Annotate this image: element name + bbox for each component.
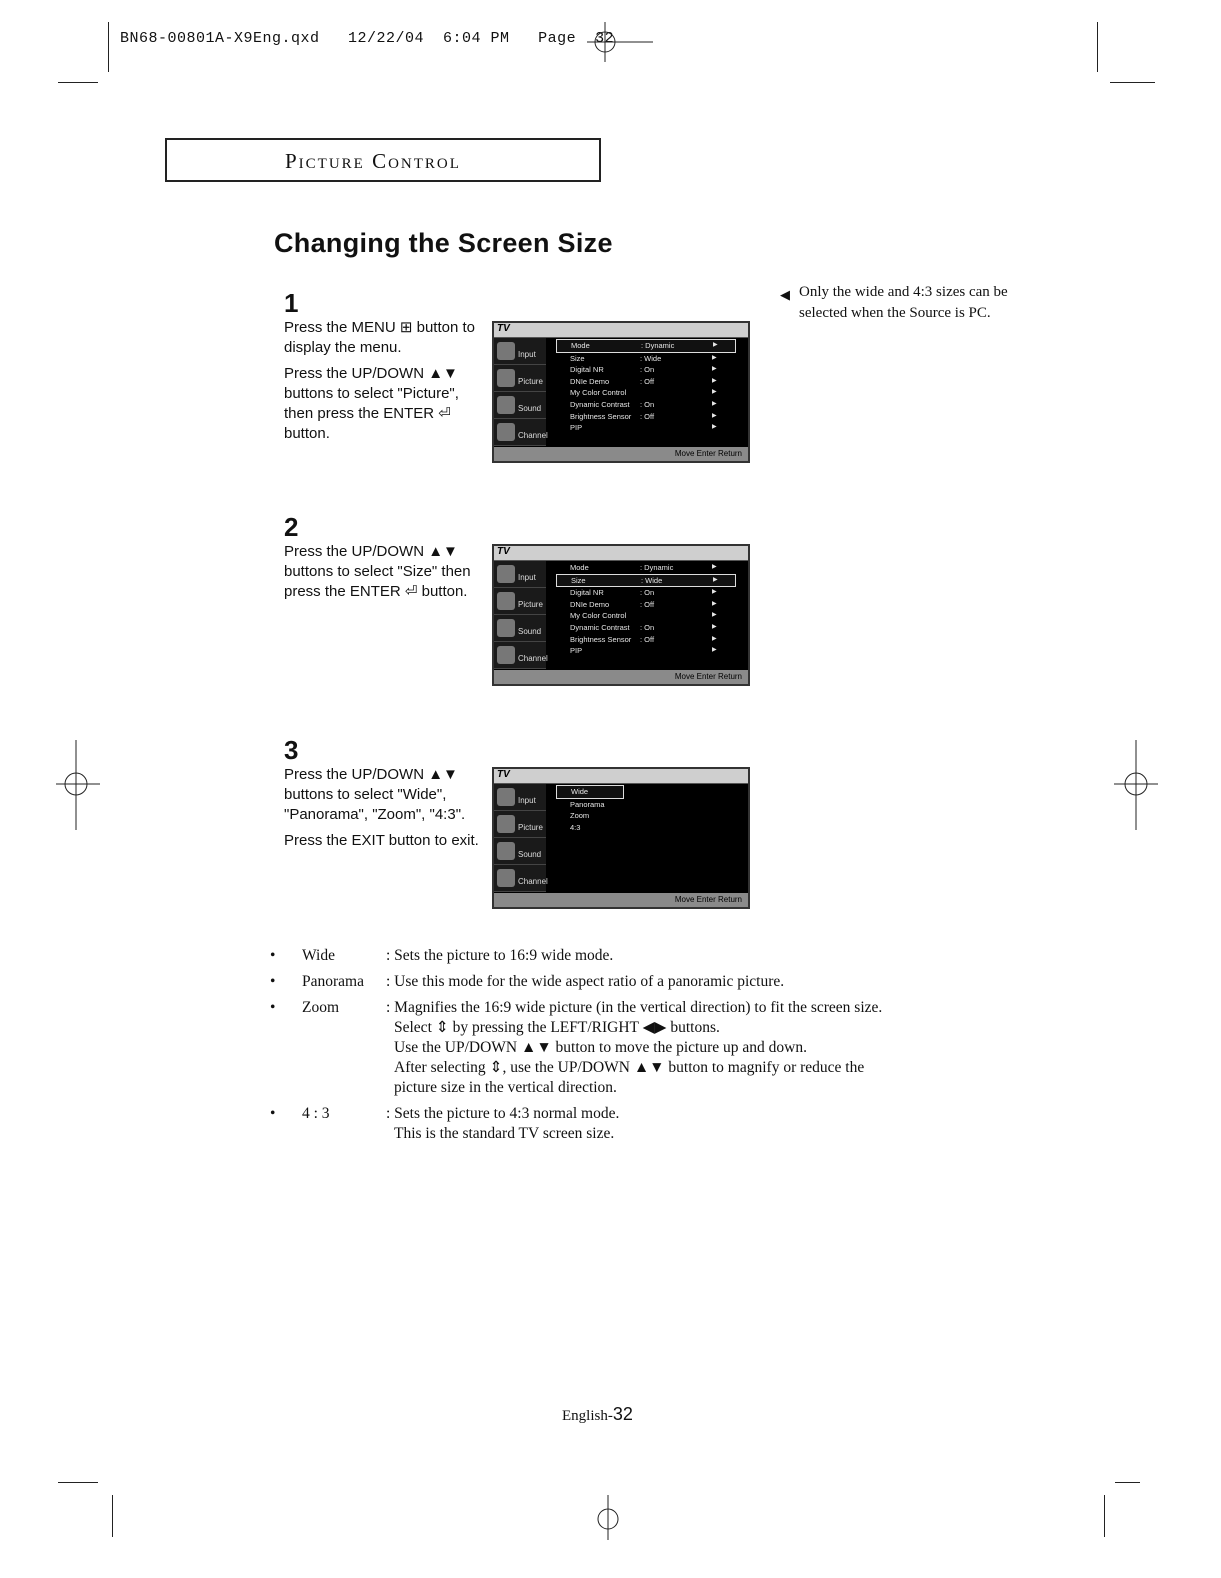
definition-line: picture size in the vertical direction.: [394, 1079, 617, 1096]
definition-item: [270, 1104, 970, 1144]
osd-menu-item: [556, 387, 736, 399]
arrow-right-icon: ▶: [713, 342, 718, 348]
osd-menu-item: Wide: [556, 785, 624, 799]
page-title: Changing the Screen Size: [274, 228, 613, 258]
osd-value: : On: [640, 588, 655, 598]
osd-menu-item: [556, 622, 736, 634]
osd-menu-item: Panorama: [570, 799, 605, 809]
definition-line: This is the standard TV screen size.: [394, 1125, 615, 1142]
osd-sidebar: [494, 561, 546, 669]
definition-term: 4 : 3: [302, 1105, 330, 1122]
definition-line: : Use this mode for the wide aspect ratio of a panoramic picture.: [386, 973, 785, 990]
arrow-right-icon: ▶: [712, 623, 717, 630]
osd-side-item: Sound: [494, 615, 546, 642]
osd-menu-item: [556, 339, 736, 353]
osd-label: Dynamic Contrast: [570, 622, 630, 632]
osd-side-item: Input: [494, 338, 546, 365]
crop-mark: [108, 22, 109, 72]
step-instructions: [284, 318, 484, 450]
crop-mark: [1110, 82, 1155, 83]
registration-mark-icon: [585, 22, 655, 62]
step-paragraph: Press the EXIT button to exit.: [284, 832, 479, 849]
osd-menu-item: [556, 399, 736, 411]
osd-side-item: Channel: [494, 642, 546, 669]
osd-side-item: Picture: [494, 365, 546, 392]
osd-side-item: Sound: [494, 392, 546, 419]
osd-label: Dynamic Contrast: [570, 399, 630, 409]
osd-help-bar: Move Enter Return: [494, 447, 748, 461]
arrow-right-icon: ▶: [712, 424, 717, 431]
step-paragraph: Press the UP/DOWN ▲▼ buttons to select "Size" then press the ENTER ⏎ button.: [284, 543, 471, 600]
bullet-icon: •: [270, 973, 276, 990]
arrow-right-icon: ▶: [712, 377, 717, 384]
osd-help-bar: Move Enter Return: [494, 670, 748, 684]
page-number: 32: [612, 1404, 633, 1424]
bullet-icon: •: [270, 947, 276, 964]
arrow-right-icon: ▶: [712, 635, 717, 642]
page-footer: [562, 1404, 633, 1425]
osd-value: : Wide: [640, 353, 662, 363]
bullet-icon: •: [270, 999, 276, 1016]
step-paragraph: Press the MENU ⊞ button to display the menu.: [284, 319, 475, 356]
definition-term: Panorama: [302, 973, 364, 990]
osd-screenshot: [492, 544, 750, 686]
tip-note: [780, 282, 1010, 324]
step-number: 2: [284, 512, 299, 542]
osd-label: DNIe Demo: [570, 376, 610, 386]
arrow-right-icon: ▶: [712, 600, 717, 607]
arrow-right-icon: ▶: [712, 366, 717, 373]
size-definitions: [270, 946, 970, 1150]
arrow-right-icon: ▶: [712, 589, 717, 596]
arrow-right-icon: ▶: [712, 647, 717, 654]
definition-line: : Magnifies the 16:9 wide picture (in the vertical direction) to fit the screen size.: [386, 999, 883, 1016]
osd-label: DNIe Demo: [570, 599, 610, 609]
osd-label: My Color Control: [570, 388, 627, 398]
osd-sidebar: [494, 784, 546, 892]
step-instructions: [284, 765, 484, 857]
osd-title-bar: [494, 323, 748, 338]
osd-sidebar: [494, 338, 546, 446]
osd-side-item: Input: [494, 784, 546, 811]
osd-value: : Wide: [641, 575, 663, 585]
osd-side-item: Picture: [494, 811, 546, 838]
arrow-right-icon: ▶: [713, 576, 718, 583]
arrow-right-icon: ▶: [712, 412, 717, 419]
osd-menu-item: [556, 645, 736, 657]
osd-menu-item: [556, 610, 736, 622]
definition-desc: [386, 998, 970, 1098]
osd-label: Mode: [571, 341, 590, 350]
osd-label: Digital NR: [570, 588, 604, 598]
osd-label: Size: [570, 353, 585, 363]
osd-menu: [556, 785, 636, 833]
osd-value: : Dynamic: [641, 341, 675, 350]
osd-value: : Off: [640, 634, 655, 644]
osd-value: : Off: [640, 376, 655, 386]
osd-label: Mode: [570, 563, 589, 572]
osd-value: : Dynamic: [640, 563, 674, 572]
step-paragraph: Press the UP/DOWN ▲▼ buttons to select "Picture", then press the ENTER ⏎ button.: [284, 365, 459, 442]
definition-line: : Sets the picture to 16:9 wide mode.: [386, 947, 614, 964]
osd-label: My Color Control: [570, 611, 627, 621]
osd-value: : On: [640, 622, 655, 632]
definition-line: Select ⇕ by pressing the LEFT/RIGHT ◀▶ buttons.: [394, 1019, 720, 1036]
osd-value: : Off: [640, 599, 655, 609]
osd-menu-item: [556, 599, 736, 611]
tip-text: Only the wide and 4:3 sizes can be selected when the Source is PC.: [799, 284, 1008, 321]
section-header: [165, 138, 601, 182]
osd-brand: TV: [497, 546, 510, 557]
osd-title-bar: [494, 546, 748, 561]
osd-screenshot: [492, 767, 750, 909]
section-title: Picture Control: [285, 149, 461, 173]
crop-mark: [58, 1482, 98, 1483]
definition-desc: [386, 1104, 970, 1144]
osd-screenshot: [492, 321, 750, 463]
osd-label: PIP: [570, 646, 583, 656]
osd-value: : On: [640, 399, 655, 409]
footer-language: English-: [562, 1408, 613, 1424]
osd-label: Brightness Sensor: [570, 634, 632, 644]
osd-menu-item: [556, 587, 736, 599]
osd-menu-item: [556, 634, 736, 646]
osd-side-item: Picture: [494, 588, 546, 615]
osd-menu-item: [556, 411, 736, 423]
registration-mark-icon: [54, 740, 104, 830]
osd-label: Brightness Sensor: [570, 411, 632, 421]
arrow-right-icon: ▶: [712, 612, 717, 619]
arrow-right-icon: ▶: [712, 354, 717, 361]
osd-menu-item: [556, 376, 736, 388]
osd-side-item: Input: [494, 561, 546, 588]
step-number: 1: [284, 288, 299, 318]
print-slug: BN68-00801A-X9Eng.qxd 12/22/04 6:04 PM Page 32: [120, 30, 615, 47]
osd-menu-item: [556, 562, 736, 574]
bullet-icon: •: [270, 1105, 276, 1122]
osd-value: : On: [640, 365, 655, 375]
osd-label: Digital NR: [570, 365, 604, 375]
osd-menu: [556, 339, 736, 434]
osd-menu-item: [556, 364, 736, 376]
crop-mark: [112, 1495, 113, 1537]
step-instructions: [284, 542, 484, 608]
definition-term: Wide: [302, 947, 335, 964]
definition-line: Use the UP/DOWN ▲▼ button to move the picture up and down.: [394, 1039, 807, 1056]
osd-menu-item: Zoom: [570, 811, 590, 821]
osd-brand: TV: [497, 323, 510, 334]
osd-side-item: Channel: [494, 865, 546, 892]
definition-line: After selecting ⇕, use the UP/DOWN ▲▼ button to magnify or reduce the: [394, 1059, 865, 1076]
osd-menu-item: [556, 574, 736, 588]
definition-desc: [386, 946, 970, 966]
crop-mark: [1097, 22, 1098, 72]
osd-help-bar: Move Enter Return: [494, 893, 748, 907]
crop-mark: [58, 82, 98, 83]
osd-menu: [556, 562, 736, 657]
definition-desc: [386, 972, 970, 992]
step-paragraph: Press the UP/DOWN ▲▼ buttons to select "Wide", "Panorama", "Zoom", "4:3".: [284, 766, 466, 823]
osd-menu-item: [556, 353, 736, 365]
osd-side-item: Sound: [494, 838, 546, 865]
osd-label: Size: [571, 575, 586, 585]
crop-mark: [1104, 1495, 1105, 1537]
definition-term: Zoom: [302, 999, 340, 1016]
registration-mark-icon: [1112, 740, 1162, 830]
arrow-right-icon: ▶: [712, 564, 717, 570]
osd-menu-item: [556, 422, 736, 434]
registration-mark-icon: [592, 1495, 632, 1540]
osd-label: PIP: [570, 423, 583, 433]
osd-menu-item: 4:3: [570, 822, 581, 832]
step-number: 3: [284, 735, 299, 765]
triangle-left-icon: ◀: [780, 287, 790, 302]
osd-side-item: Channel: [494, 419, 546, 446]
definition-item: [270, 946, 970, 966]
definition-item: [270, 998, 970, 1098]
osd-brand: TV: [497, 769, 510, 780]
arrow-right-icon: ▶: [712, 400, 717, 407]
osd-value: : Off: [640, 411, 655, 421]
definition-line: : Sets the picture to 4:3 normal mode.: [386, 1105, 620, 1122]
osd-title-bar: [494, 769, 748, 784]
definition-item: [270, 972, 970, 992]
arrow-right-icon: ▶: [712, 389, 717, 396]
crop-mark: [1115, 1482, 1140, 1483]
